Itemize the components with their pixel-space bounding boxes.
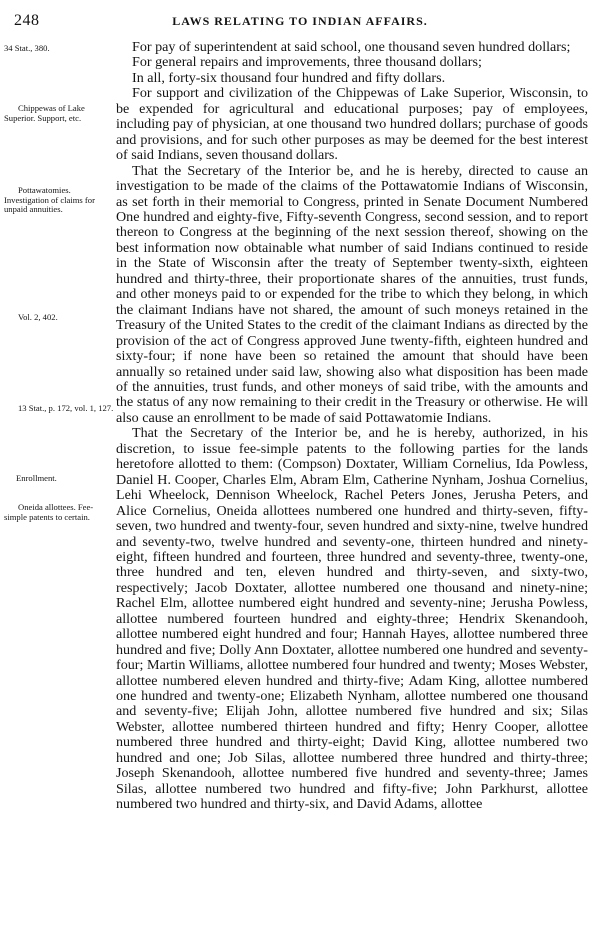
margin-note-pottawatomies: Pottawatomies. Investigation of claims for unpaid annuities. [4, 185, 95, 214]
margin-note-chippewas: Chippewas of Lake Superior. Support, etc. [4, 103, 85, 123]
paragraph-chippewas: For support and civilization of the Chippewas of Lake Superior, Wisconsin, to be expended for agricultural and educational purposes; pay of employees, including pay of physician, at one thousand two hundred dollars; purchase of goods and provisions, and for such other purposes as may be deemed for the best interest of said Indians, seven thousand dollars. [116, 85, 588, 164]
paragraph-oneida: That the Secretary of the Interior be, and he is hereby, authorized, in his discretion, to issue fee-simple patents to the following parties for the lands heretofore allotted to them: (Compson) Doxtater, William Cornelius, Ida Powless, Daniel H. Cooper, Charles Elm, Abram Elm, Catherine Nynham, Joshua Cornelius, Lehi Wheelock, Dennison Wheelock, Rachel Peters Jones, Jerusha Peters, and Alice Cornelius, Oneida allottees numbered one hundred and thirty-seven, fifty-seven, two hundred and twenty-four, seven hundred and sixty-nine, twelve hundred and seventy-two, twelve hundred and seventy-one, thirteen hundred and ninety-eight, fifteen hundred and fourteen, three hundred and seventy-three, twenty-one, three hundred and ten, eleven hundred and thirty-seven, and sixty-two, respectively; Jacob Doxtater, allottee numbered one thousand and ninety-nine; Rachel Elm, allottee numbered eight hundred and seventy-nine; Jerusha Powless, allottee numbered fourteen hundred and eighty-three; Hendrix Skenandooh, allottee numbered eight hundred and four; Hannah Hayes, allottee numbered three hundred and five; Dolly Ann Doxtater, allottee numbered one hundred and seventy-four; Martin Williams, allottee numbered four hundred and twenty; Moses Webster, allottee numbered eleven hundred and thirty-five; Adam King, allottee numbered one hundred and twenty-one; Elizabeth Nynham, allottee numbered one thousand and seventy-five; Elijah John, allottee numbered five hundred and six; Silas Webster, allottee numbered thirteen hundred and fifty; Henry Cooper, allottee numbered three hundred and thirty-eight; David King, allottee numbered two hundred and one; Job Silas, allottee numbered three hundred and thirty-three; Joseph Skenandooh, allottee numbered five hundred and seventy-three; James Silas, allottee numbered two hundred and fifty-five; John Parkhurst, allottee numbered two hundred and thirty-six, and David Adams, allottee [116, 425, 588, 813]
paragraph-repairs: For general repairs and improvements, three thousand dollars; [132, 54, 482, 71]
page-number: 248 [14, 12, 40, 29]
margin-note-statute: 34 Stat., 380. [4, 43, 50, 53]
paragraph-total: In all, forty-six thousand four hundred and fifty dollars. [132, 69, 446, 86]
paragraph-pottawatomies: That the Secretary of the Interior be, and he is hereby, directed to cause an investigation to be made of the claims of the Pottawatomie Indians of Wisconsin, as set forth in their memorial to Congress, printed in Senate Document Numbered One hundred and eighty-five, Fifty-seventh Congress, second session, and to report thereon to Congress at the beginning of the next session thereof, showing on the best information now obtainable what number of said Indians continued to reside in the State of Wisconsin after the treaty of September twenty-sixth, eighteen hundred and thirty-three, their proportionate shares of the annuities, trust funds, and other moneys paid to or expended for the tribe to which they belong, in which the claimant Indians have not shared, the amount of such moneys retained in the Treasury of the United States to the credit of the claimant Indians as directed by the provision of the act of Congress approved June twenty-fifth, eighteen hundred and sixty-four; if none have been so retained the amount that should have been annually so retained under said law, showing also what disposition has been made of the annuities, trust funds, and other moneys of said tribe, with the amounts and the status of any now remaining to their credit in the Treasury or otherwise. He will also cause an enrollment to be made of said Pottawatomie Indians. [116, 162, 588, 426]
running-title: LAWS RELATING TO INDIAN AFFAIRS. [172, 14, 428, 28]
margin-note-statute-13: 13 Stat., p. 172, vol. 1, 127. [18, 403, 114, 413]
margin-note-enrollment: Enrollment. [16, 473, 57, 483]
body-text [116, 40, 588, 813]
margin-note-volume: Vol. 2, 402. [18, 312, 58, 322]
paragraph-superintendent: For pay of superintendent at said school, one thousand seven hundred dollars; [132, 39, 571, 55]
margin-note-oneida: Oneida allottees. Fee-simple patents to certain. [4, 502, 94, 522]
